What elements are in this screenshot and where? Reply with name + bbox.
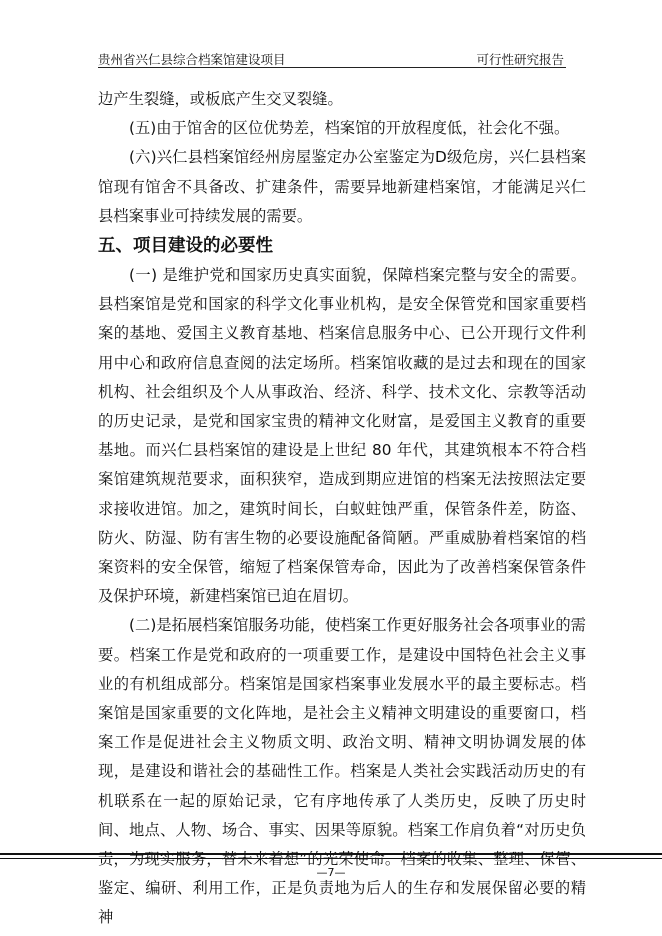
header-divider [98,67,566,68]
header-project-title: 贵州省兴仁县综合档案馆建设项目 [98,52,286,67]
paragraph-item-5: (五)由于馆舍的区位优势差，档案馆的开放程度低，社会化不强。 [129,119,570,138]
page-header [98,50,566,66]
page-number: —7— [316,866,346,879]
header-report-type: 可行性研究报告 [476,52,564,67]
paragraph-item-6: (六)兴仁县档案馆经州房屋鉴定办公室鉴定为D级危房，兴仁县档案馆现有馆舍不具备改、扩建条件，需要异地新建档案馆，才能满足兴仁县档案事业可持续发展的需要。 [98,148,586,225]
footer-divider-thick [0,853,662,855]
paragraph-necessity-2: (二)是拓展档案馆服务功能，使档案工作更好服务社会各项事业的需要。档案工作是党和政府的一项重要工作，是建设中国特色社会主义事业的有机组成部分。档案馆是国家档案事业发展水平的最主要标志。档案馆是国家重要的文化阵地，是社会主义精神文明建设的重要窗口，档案工作是促进社会主义物质文明、政治文明、精神文明协调发展的体现，是建设和谐社会的基础性工作。档案是人类社会实践活动历史的有机联系在一起的原始记录，它有序地传承了人类历史，反映了历史时间、地点、人物、场合、事实、因果等原貌。档案工作肩负着“对历史负责，为现实服务，替未来着想”的光荣使命。档案的收集、整理、保管、鉴定、编研、利用工作，正是负责地为后人的生存和发展保留必要的精神 [98,616,586,927]
section-heading: 五、项目建设的必要性 [98,236,273,257]
footer-divider-thin [0,858,662,859]
paragraph-continuation: 边产生裂缝，或板底产生交叉裂缝。 [98,90,343,108]
paragraph-necessity-1: (一) 是维护党和国家历史真实面貌，保障档案完整与安全的需要。县档案馆是党和国家的科学文化事业机构，是安全保管党和国家重要档案的基地、爱国主义教育基地、档案信息服务中心、已公开现行文件利用中心和政府信息查阅的法定场所。档案馆收藏的是过去和现在的国家机构、社会组织及个人从事政治、经济、科学、技术文化、宗教等活动的历史记录，是党和国家宝贵的精神文化财富，是爱国主义教育的重要基地。而兴仁县档案馆的建设是上世纪 80 年代，其建筑根本不符合档案馆建筑规范要求，面积狭窄，造成到期应进馆的档案无法按照法定要求接收进馆。加之，建筑时间长，白蚁蛀蚀严重，保管条件差，防盗、防火、防湿、防有害生物的必要设施配备简陋。严重威胁着档案馆的档案资料的安全保管，缩短了档案保管寿命，因此为了改善档案保管条件及保护环境，新建档案馆已迫在眉切。 [98,266,586,606]
document-body [98,85,586,933]
